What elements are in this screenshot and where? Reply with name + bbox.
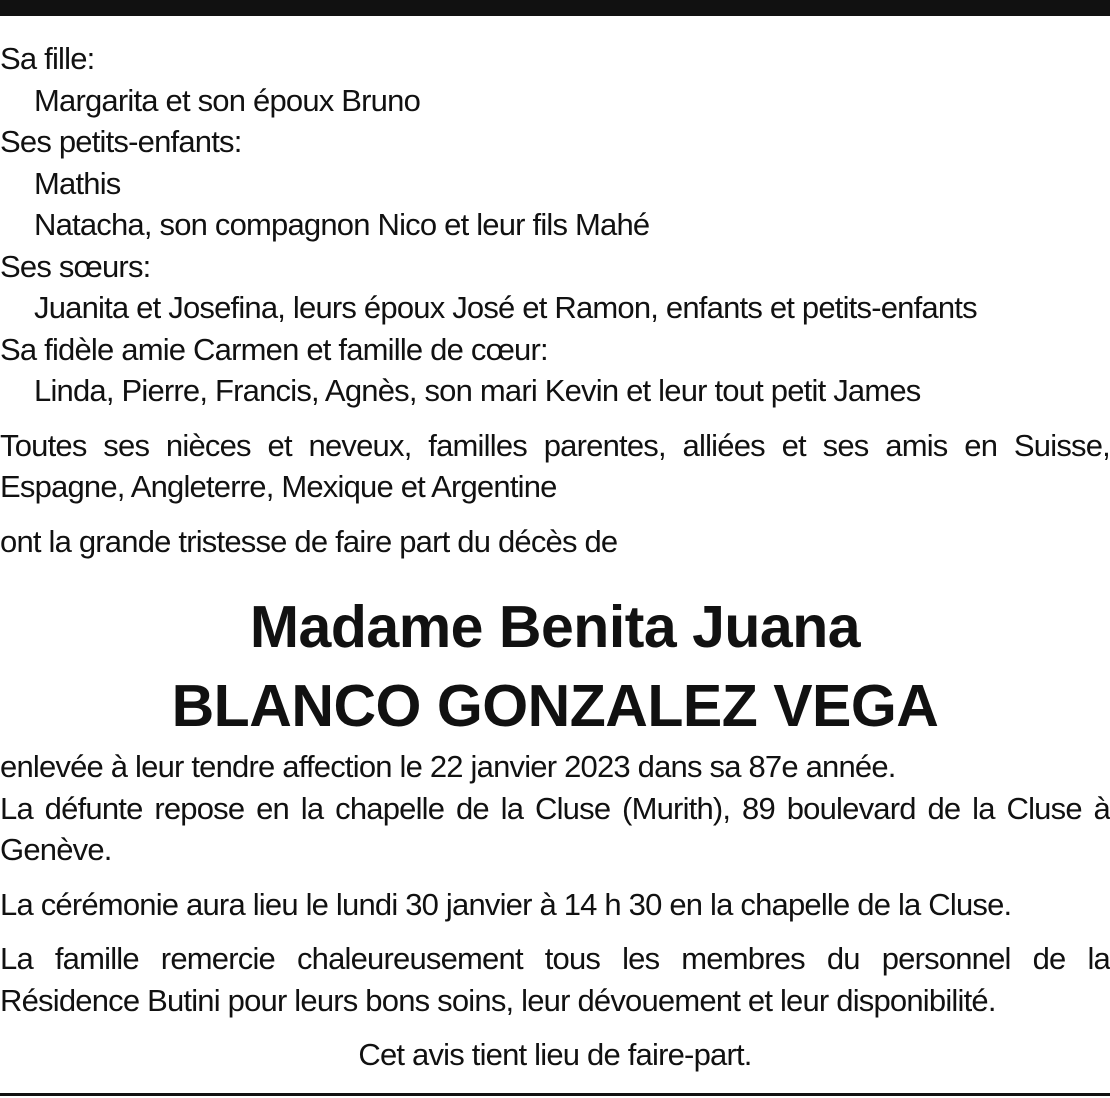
grandchildren-heading: Ses petits-enfants: — [0, 124, 242, 159]
grandchild-2: Natacha, son compagnon Nico et leur fils Mahé — [34, 207, 650, 242]
bottom-rule — [0, 1093, 1110, 1096]
deceased-name-line1: Madame Benita Juana — [249, 594, 861, 660]
ceremony-details: La cérémonie aura lieu le lundi 30 janvier à 14 h 30 en la chapelle de la Cluse. — [0, 886, 1012, 922]
obituary-notice — [0, 38, 1110, 1076]
daughter-heading: Sa fille: — [0, 41, 95, 76]
death-details: enlevée à leur tendre affection le 22 janvier 2023 dans sa 87e année. — [0, 749, 896, 784]
repose-details: La défunte repose en la chapelle de la Cluse (Murith), 89 boulevard de la Cluse à Genève. — [0, 790, 1110, 867]
closing-note: Cet avis tient lieu de faire-part. — [358, 1037, 752, 1072]
deceased-name-line2: BLANCO GONZALEZ VEGA — [171, 673, 939, 739]
thanks-paragraph: La famille remercie chaleureusement tous les membres du personnel de la Résidence Butini pour leurs bons soins, leur dévouement et leur disponibilité. — [0, 941, 1110, 1018]
announcement-line: ont la grande tristesse de faire part du décès de — [0, 523, 618, 559]
friend-family-names: Linda, Pierre, Francis, Agnès, son mari Kevin et leur tout petit James — [34, 373, 921, 408]
friend-heading: Sa fidèle amie Carmen et famille de cœur: — [0, 331, 548, 367]
sisters-heading: Ses sœurs: — [0, 248, 151, 284]
sisters-names: Juanita et Josefina, leurs époux José et Ramon, enfants et petits-enfants — [34, 290, 977, 325]
top-rule — [0, 0, 1110, 16]
daughter-name: Margarita et son époux Bruno — [34, 82, 421, 118]
relatives-paragraph: Toutes ses nièces et neveux, familles parentes, alliées et ses amis en Suisse, Espagne, Angleterre, Mexique et Argentine — [0, 427, 1110, 504]
grandchild-1: Mathis — [34, 165, 121, 201]
